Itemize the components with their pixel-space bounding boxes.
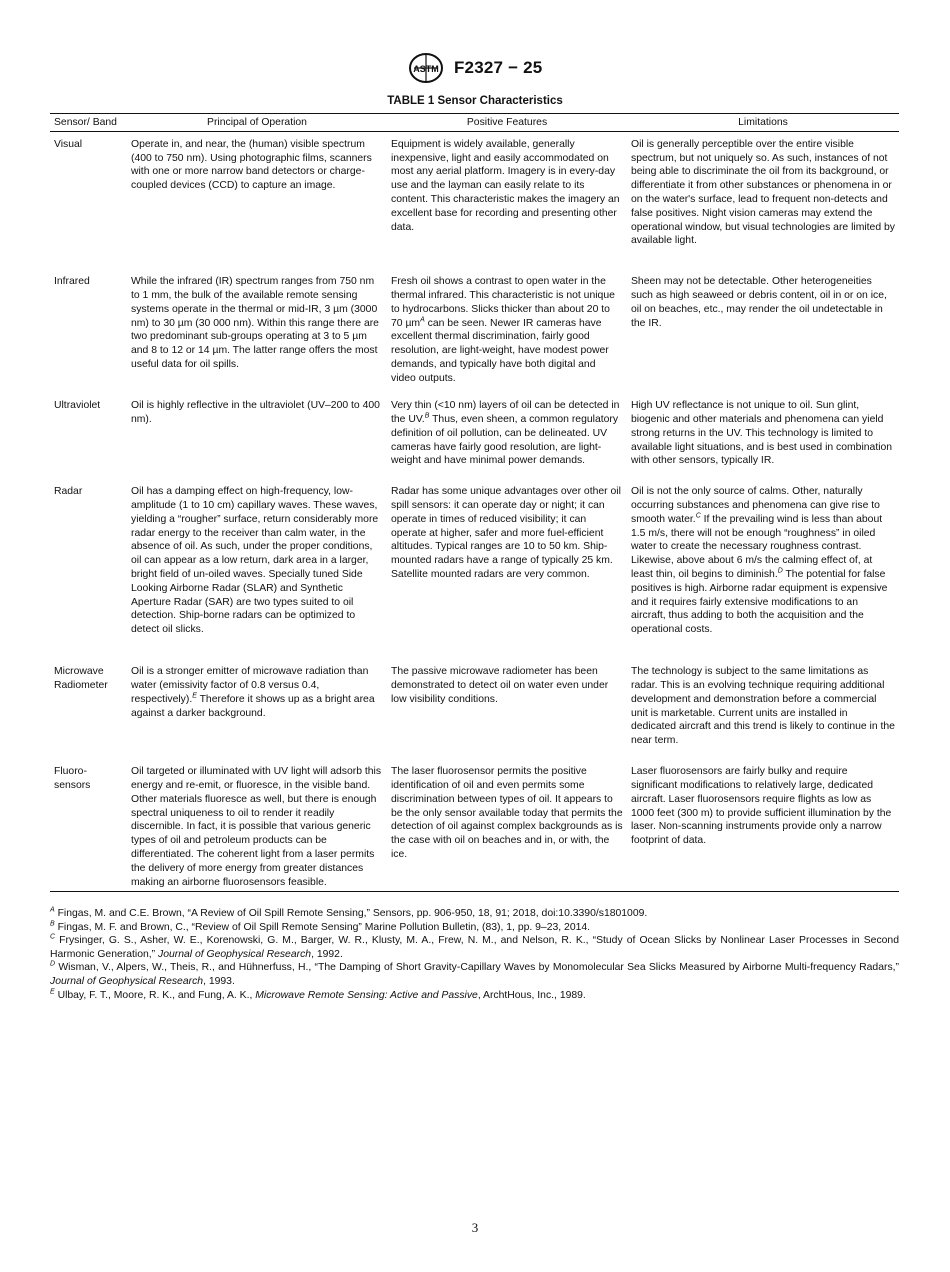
limitations-cell: Oil is generally perceptible over the entire visible spectrum, but not uniquely so. As such, instances of not being able to discriminate the oil from its background, or differentiate it from other substances or phenomena in or on the water's surface, lead to frequent non-detects and false positives. Night vision cameras may extend the operational window, but visual technologies are limited by available light. bbox=[631, 138, 895, 247]
table-row bbox=[50, 131, 899, 269]
footnote-ref-e: E bbox=[192, 692, 197, 700]
positive-cell: Radar has some unique advantages over other oil spill sensors: it can operate day or night; it can operate in times of reduced visibility; it can operate at higher, safer and more fuel-efficient altitudes. Typical ranges are 10 to 50 km. Ship-mounted radars have a range of typically 25 km. Satellite mounted radars are very common. bbox=[391, 486, 621, 581]
principle-cell: Oil has a damping effect on high-frequency, low-amplitude (1 to 10 cm) capillary waves. These waves, yielding a “rougher” surface, return considerably more radar energy to the receiver than calm water, in the absence of oil. As such, under the proper conditions, oil can appear as a low return, dark area in a larger, bright field of un-oiled waves. Specially tuned Side Looking Airborne Radar (SLAR) and Synthetic Aperture Radar (SAR) are two types suited to oil detection. Ship-borne radars can be optimized to detect oil slicks. bbox=[131, 486, 379, 636]
footnote: $^D$ Wisman, V., Alpers, W., Theis, R., and Hühnerfuss, H., “The Damping of Short Gravity-Capillary Waves by Monomolecular Sea Slicks Measured by Airborne Multi-frequency Radars,” Journal of Geophysical Research, 1993. bbox=[50, 960, 899, 987]
positive-cell: Fresh oil shows a contrast to open water in the thermal infrared. This characteristic is not unique to hydrocarbons. Slicks thicker than about 20 to 70 µm$^A$ can be seen. Newer IR cameras have excellent thermal discrimination, fairly good resolution, are light-weight, have modest power demands, and typically have both digital and video outputs. bbox=[391, 276, 615, 384]
sensor-cell: Infrared bbox=[54, 276, 90, 288]
astm-logo-icon bbox=[408, 52, 444, 84]
limitations-cell: Laser fluorosensors are fairly bulky and require significant modifications to relatively large, dedicated aircraft. Laser fluorosensors require flights as low as 1000 feet (300 m) to provide sufficient illumination by the laser. Non-scanning instruments provide only a narrow footprint of data. bbox=[627, 759, 899, 892]
document-number: F2327 − 25 bbox=[453, 58, 543, 77]
principle-cell: While the infrared (IR) spectrum ranges from 750 nm to 1 mm, the bulk of the available remote sensing systems operate in the thermal or mid-IR, 3 µm (3000 nm) to 30 µm (30 000 nm). Within this range there are two predominant sub-groups operating at 3 to 5 µm and 8 to 12 or 14 µm. The latter range offers the most useful data for oil spills. bbox=[131, 276, 379, 371]
sensor-characteristics-table bbox=[50, 113, 899, 892]
table-row bbox=[50, 269, 899, 393]
column-header-principle: Principal of Operation bbox=[127, 114, 387, 132]
sensor-cell: Radar bbox=[54, 486, 83, 498]
limitations-cell: Oil is not the only source of calms. Other, naturally occurring substances and phenomena can give rise to smooth water.$^C$ If the prevailing wind is less than about 1.5 m/s, there will not be enough “roughness” in oiled water to create the necessary roughness contrast. Likewise, above about 6 m/s the calming effect of, at least thin, oil begins to diminish.$^D$ The potential for false positives is high. Airborne radar equipment is expensive and it requires fairly extensive modifications to an aircraft, thus adding to both the acquisition and the operational costs. bbox=[631, 486, 888, 636]
page-number: 3 bbox=[471, 1220, 479, 1235]
table-header-row bbox=[50, 114, 899, 132]
positive-cell: The laser fluorosensor permits the positive identification of oil and even permits some discrimination between types of oil. It appears to be the only sensor available today that permits the detection of oil against complex backgrounds as is the case with oil on beaches and in, or with, the ice. bbox=[387, 759, 627, 892]
limitations-cell: High UV reflectance is not unique to oil. Sun glint, biogenic and other materials and phenomena can yield strong returns in the UV. This technology is limited to available light situations, and is best used in combination with other sensors, typically IR. bbox=[631, 400, 893, 467]
positive-cell: The passive microwave radiometer has been demonstrated to detect oil on water even under low visibility conditions. bbox=[391, 666, 609, 705]
table-row bbox=[50, 759, 899, 892]
limitations-cell: Sheen may not be detectable. Other heterogeneities such as high seaweed or debris content, oil in or on ice, oil on beaches, etc., may render the oil undetectable in the IR. bbox=[631, 276, 887, 329]
sensor-cell: Microwave Radiometer bbox=[54, 666, 108, 692]
footnote-ref-b: B bbox=[424, 412, 430, 420]
footnote-ref-d: D bbox=[777, 567, 783, 575]
sensor-cell: Visual bbox=[54, 138, 83, 150]
footnote: $^B$ Fingas, M. F. and Brown, C., “Review of Oil Spill Remote Sensing” Marine Pollution Bulletin, (83), 1, pp. 9–23, 2014. bbox=[50, 920, 591, 933]
principle-cell: Oil targeted or illuminated with UV light will adsorb this energy and re-emit, or fluoresce, in the visible band. Other materials fluoresce as well, but there is enough spectral uniqueness to oil to render it readily discernible. In fact, it is possible that various generic types of oil and petroleum products can be differentiated. The coherent light from a laser permits the delivery of more energy from greater distances making an airborne fluorosensors feasible. bbox=[127, 759, 387, 892]
limitations-cell: The technology is subject to the same limitations as radar. This is an evolving technique requiring additional development and demonstration before a commercial unit is marketable. Current units are installed in dedicated aircraft and this trend is likely to continue in the near term. bbox=[631, 666, 895, 747]
footnote: $^C$ Frysinger, G. S., Asher, W. E., Korenowski, G. M., Barger, W. R., Klusty, M. A., Frew, N. M., and Nelson, R. K., “Study of Ocean Slicks by Nonlinear Laser Processes in Second Harmonic Generation,” Journal of Geophysical Research, 1992. bbox=[50, 933, 899, 960]
table-row bbox=[50, 479, 899, 659]
column-header-positive: Positive Features bbox=[387, 114, 627, 132]
positive-cell: Equipment is widely available, generally inexpensive, light and easily accommodated on most any aerial platform. Imagery is in every-day use and the layman can easily relate to its content. This characteristic makes the imagery an excellent base for recording and presenting other data. bbox=[391, 138, 620, 233]
table-row bbox=[50, 659, 899, 759]
footnote-ref-c: C bbox=[695, 512, 701, 520]
sensor-cell: Fluoro-sensors bbox=[50, 759, 127, 892]
positive-cell: Very thin (<10 nm) layers of oil can be detected in the UV.$^B$ Thus, even sheen, a common regulatory definition of oil pollution, can be delineated. UV cameras have fairly good resolution, are light-weight and have minimal power demands. bbox=[391, 400, 620, 467]
table-row bbox=[50, 393, 899, 479]
principle-cell: Oil is highly reflective in the ultraviolet (UV–200 to 400 nm). bbox=[131, 400, 380, 426]
table-title: TABLE 1 Sensor Characteristics bbox=[387, 95, 563, 107]
column-header-limitations: Limitations bbox=[627, 114, 899, 132]
principle-cell: Operate in, and near, the (human) visible spectrum (400 to 750 nm). Using photographic films, scanners with one or more narrow band detectors or charge-coupled devices (CCD) to capture an image. bbox=[131, 138, 372, 192]
footnote-ref-a: A bbox=[420, 316, 425, 324]
page-header bbox=[0, 52, 950, 84]
principle-cell: Oil is a stronger emitter of microwave radiation than water (emissivity factor of 0.8 versus 0.4, respectively).$^E$ Therefore it shows up as a bright area against a darker background. bbox=[131, 666, 375, 719]
svg-text:ASTM: ASTM bbox=[412, 64, 439, 74]
footnote: $^A$ Fingas, M. and C.E. Brown, “A Review of Oil Spill Remote Sensing,” Sensors, pp. 906-950, 18, 91; 2018, doi:10.3390/s1801009. bbox=[50, 906, 648, 919]
footnotes bbox=[50, 907, 899, 1002]
footnote: $^E$ Ulbay, F. T., Moore, R. K., and Fung, A. K., Microwave Remote Sensing: Active and Passive, ArchtHous, Inc., 1989. bbox=[50, 988, 586, 1001]
sensor-cell: Ultraviolet bbox=[54, 400, 101, 412]
column-header-sensor: Sensor/ Band bbox=[50, 114, 127, 132]
